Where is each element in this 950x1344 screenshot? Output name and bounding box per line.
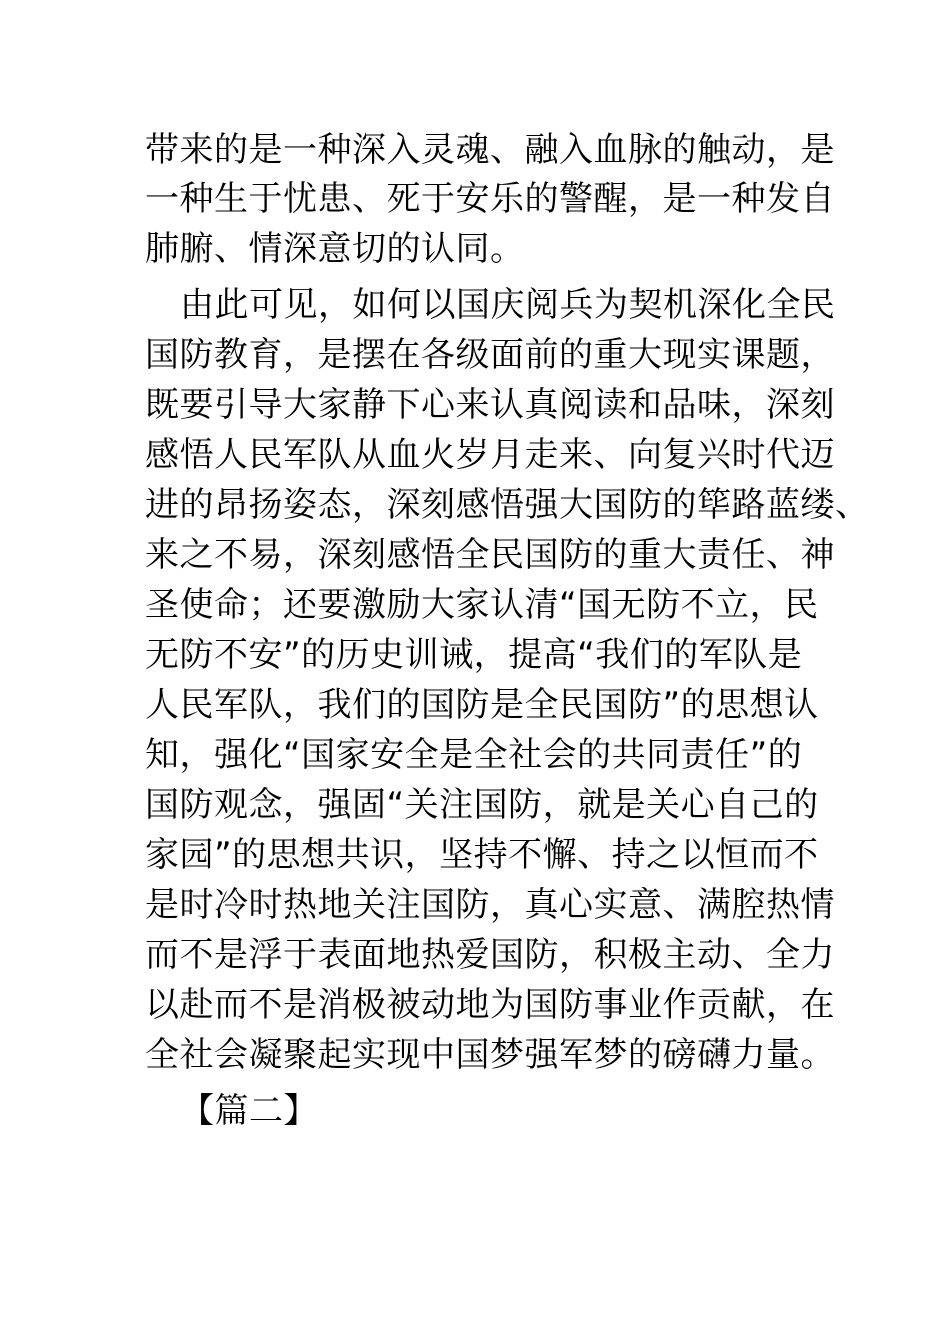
text-line: 无防不安”的历史训诫，提高“我们的军队是: [145, 635, 803, 675]
text-line: 既要引导大家静下心来认真阅读和品味，深刻: [145, 385, 835, 425]
text-line: 圣使命；还要激励大家认清“国无防不立，民: [145, 585, 819, 625]
text-line: 由此可见，如何以国庆阅兵为契机深化全民: [180, 285, 836, 325]
text-line: 全社会凝聚起实现中国梦强军梦的磅礴力量。: [145, 1035, 835, 1075]
text-line: 以赴而不是消极被动地为国防事业作贡献，在: [145, 985, 835, 1025]
text-line: 国防观念，强固“关注国防，就是关心自己的: [145, 785, 819, 825]
text-line: 家园”的思想共识，坚持不懈、持之以恒而不: [145, 835, 819, 875]
text-line: 知，强化“国家安全是全社会的共同责任”的: [145, 735, 803, 775]
text-line: 而不是浮于表面地热爱国防，积极主动、全力: [145, 935, 835, 975]
text-line: 来之不易，深刻感悟全民国防的重大责任、神: [145, 535, 835, 575]
text-line: 一种生于忧患、死于安乐的警醒，是一种发自: [145, 179, 835, 219]
text-line: 感悟人民军队从血火岁月走来、向复兴时代迈: [145, 435, 835, 475]
section-heading: 【篇二】: [180, 1091, 318, 1131]
text-line: 是时冷时热地关注国防，真心实意、满腔热情: [145, 885, 835, 925]
text-line: 带来的是一种深入灵魂、融入血脉的触动，是: [145, 130, 835, 170]
text-line: 国防教育，是摆在各级面前的重大现实课题，: [145, 335, 835, 375]
text-line: 肺腑、情深意切的认同。: [145, 229, 525, 269]
text-line: 进的昂扬姿态，深刻感悟强大国防的筚路蓝缕、: [145, 485, 870, 525]
text-line: 人民军队，我们的国防是全民国防”的思想认: [145, 685, 819, 725]
